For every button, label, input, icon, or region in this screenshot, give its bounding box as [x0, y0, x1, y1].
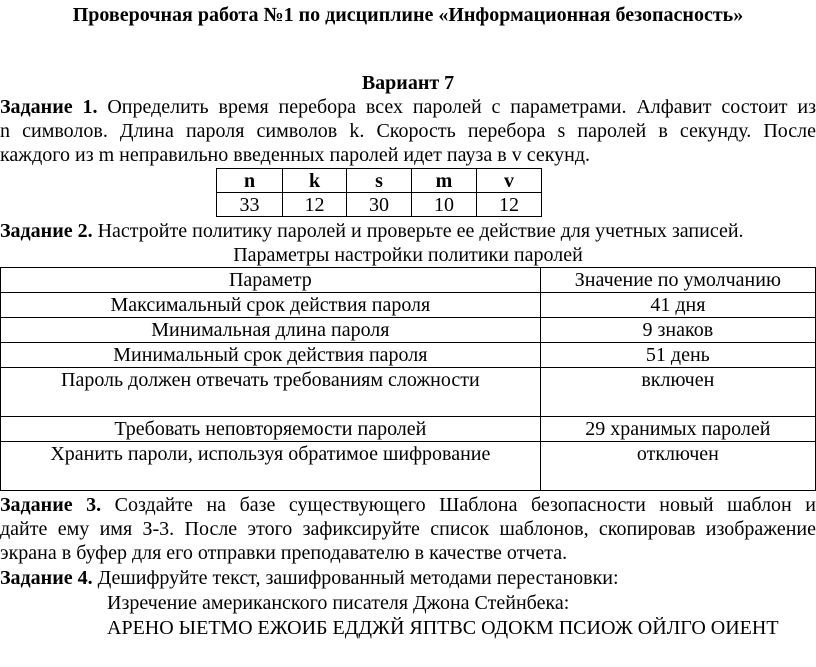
- table-row: [1, 368, 816, 417]
- policy-value-cell: 51 день: [540, 343, 815, 368]
- policy-param-cell: Пароль должен отвечать требованиям сложности: [1, 368, 541, 417]
- parameters-value-row: [217, 193, 542, 217]
- table-row: [1, 293, 816, 318]
- table-row: [1, 442, 816, 491]
- parameters-header-row: [217, 169, 542, 193]
- policy-param-cell: Минимальный срок действия пароля: [1, 343, 541, 368]
- task4-label: Задание 4.: [0, 567, 93, 589]
- param-header-m: m: [412, 169, 477, 193]
- task1-line3: каждого из m неправильно введенных паролей идет пауза в v секунд.: [0, 144, 591, 166]
- policy-value-cell: 41 дня: [540, 293, 815, 318]
- task4-paragraph: [0, 566, 619, 590]
- policy-value-cell: включен: [540, 368, 815, 417]
- param-header-k: k: [283, 169, 347, 193]
- quote-intro: Изречение американского писателя Джона Стейнбека:: [107, 592, 570, 614]
- param-value-k: 12: [283, 193, 347, 217]
- task3-line3: экрана в буфер для его отправки преподавателю в качестве отчета.: [0, 542, 568, 564]
- policy-header-row: [1, 268, 816, 293]
- table-row: [1, 318, 816, 343]
- task3-label: Задание 3.: [0, 494, 102, 516]
- task3-line1: [0, 493, 816, 517]
- task2-paragraph: [0, 219, 744, 243]
- task2-text: Настройте политику паролей и проверьте ее действие для учетных записей.: [97, 220, 744, 242]
- task1-label: Задание 1.: [0, 96, 98, 118]
- variant-heading: Вариант 7: [361, 72, 455, 94]
- task3-line2: дайте ему имя З-3. После этого зафиксируйте список шаблонов, скопировав изображение: [0, 518, 816, 540]
- param-value-s: 30: [347, 193, 412, 217]
- policy-header-parameter: Параметр: [1, 268, 541, 293]
- parameters-table: [216, 168, 542, 217]
- policy-header-default-value: Значение по умолчанию: [540, 268, 815, 293]
- task4-text: Дешифруйте текст, зашифрованный методами перестановки:: [97, 567, 619, 589]
- policy-param-cell: Требовать неповторяемости паролей: [1, 417, 541, 442]
- policy-param-cell: Максимальный срок действия пароля: [1, 293, 541, 318]
- task1-line1: [0, 95, 816, 119]
- document-title: Проверочная работа №1 по дисциплине «Информационная безопасность»: [72, 4, 744, 26]
- policy-value-cell: отключен: [540, 442, 815, 491]
- task3-paragraph: [0, 493, 816, 565]
- task1-text-line1: Определить время перебора всех паролей с параметрами. Алфавит состоит из: [107, 96, 816, 118]
- table-row: [1, 417, 816, 442]
- param-value-m: 10: [412, 193, 477, 217]
- task3-text-line1: Создайте на базе существующего Шаблона безопасности новый шаблон и: [114, 494, 816, 516]
- cipher-text: АРЕНО ЫЕТМО ЕЖОИБ ЕДДЖЙ ЯПТВС ОДОКМ ПСИОЖ ОЙЛГО ОИЕНТ: [107, 617, 779, 639]
- param-value-n: 33: [217, 193, 283, 217]
- policy-value-cell: 9 знаков: [540, 318, 815, 343]
- param-value-v: 12: [477, 193, 542, 217]
- password-policy-table: [0, 267, 816, 491]
- param-header-s: s: [347, 169, 412, 193]
- param-header-n: n: [217, 169, 283, 193]
- policy-param-cell: Минимальная длина пароля: [1, 318, 541, 343]
- policy-param-cell: Хранить пароли, используя обратимое шифрование: [1, 442, 541, 491]
- table-row: [1, 343, 816, 368]
- task1-paragraph: [0, 95, 816, 167]
- policy-table-caption: Параметры настройки политики паролей: [233, 244, 583, 266]
- task2-label: Задание 2.: [0, 220, 93, 242]
- param-header-v: v: [477, 169, 542, 193]
- policy-value-cell: 29 хранимых паролей: [540, 417, 815, 442]
- task1-line2: n символов. Длина пароля символов k. Скорость перебора s паролей в секунду. После: [0, 120, 816, 142]
